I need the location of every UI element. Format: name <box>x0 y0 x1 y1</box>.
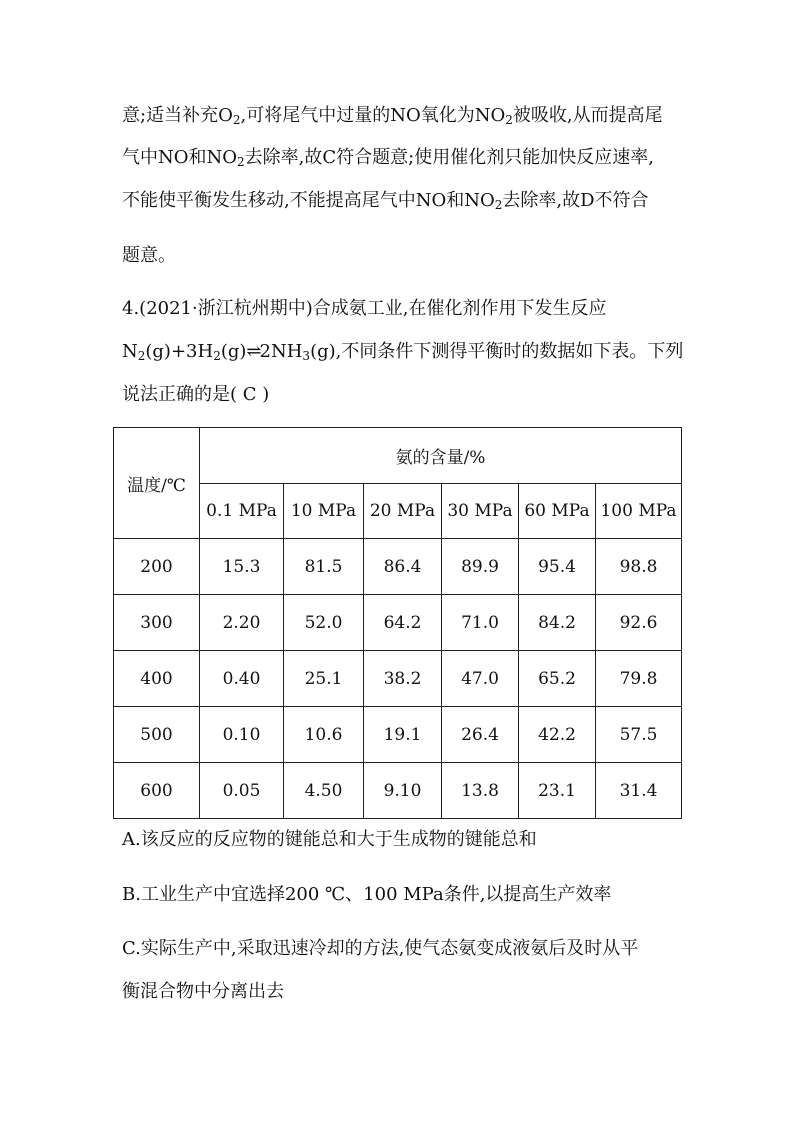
question-line-3: 说法正确的是( C ) <box>122 384 270 405</box>
pressure-header-cell: 10 MPa <box>284 484 364 539</box>
pressure-header-cell: 100 MPa <box>596 484 682 539</box>
value-cell: 92.6 <box>596 595 682 651</box>
value-cell: 31.4 <box>596 763 682 819</box>
value-cell: 84.2 <box>519 595 596 651</box>
explanation-line-1 <box>122 104 682 128</box>
value-cell: 9.10 <box>364 763 442 819</box>
value-cell: 47.0 <box>442 651 519 707</box>
option-c-line-1: C.实际生产中,采取迅速冷却的方法,使气态氨变成液氨后及时从平 <box>122 938 639 959</box>
value-cell: 98.8 <box>596 539 682 595</box>
subscript: 2 <box>213 349 221 363</box>
value-cell: 65.2 <box>519 651 596 707</box>
value-cell: 0.05 <box>200 763 284 819</box>
text-span: 2NH <box>259 341 303 362</box>
value-cell: 15.3 <box>200 539 284 595</box>
temperature-cell: 300 <box>114 595 200 651</box>
temperature-header: 温度/℃ <box>114 428 200 539</box>
text-span: 不能使平衡发生移动,不能提高尾气中NO和NO <box>122 190 495 211</box>
subscript: 2 <box>232 113 241 127</box>
subscript: 2 <box>505 113 513 127</box>
ammonia-content-table <box>113 427 682 819</box>
text-span: 去除率,故C符合题意;使用催化剂只能加快反应速率, <box>244 147 654 168</box>
temperature-cell: 400 <box>114 651 200 707</box>
value-cell: 42.2 <box>519 707 596 763</box>
equilibrium-arrow: ⇌ <box>246 341 260 362</box>
explanation-line-4: 题意。 <box>122 245 176 266</box>
subscript: 2 <box>237 155 245 169</box>
text-span: 气中NO和NO <box>122 147 238 168</box>
table-row <box>114 763 682 819</box>
pressure-header-row <box>114 484 682 539</box>
text-span: (g) <box>220 341 247 362</box>
value-cell: 23.1 <box>519 763 596 819</box>
value-cell: 25.1 <box>284 651 364 707</box>
table-row <box>114 539 682 595</box>
value-cell: 38.2 <box>364 651 442 707</box>
subscript: 2 <box>494 198 503 212</box>
text-span: ,可将尾气中过量的NO氧化为NO <box>240 105 506 126</box>
value-cell: 71.0 <box>442 595 519 651</box>
value-cell: 2.20 <box>200 595 284 651</box>
option-c-line-2: 衡混合物中分离出去 <box>122 981 284 1002</box>
table-row <box>114 595 682 651</box>
value-cell: 64.2 <box>364 595 442 651</box>
value-cell: 52.0 <box>284 595 364 651</box>
temperature-cell: 200 <box>114 539 200 595</box>
explanation-line-2 <box>122 146 682 170</box>
option-a: A.该反应的反应物的键能总和大于生成物的键能总和 <box>122 829 537 850</box>
temperature-cell: 600 <box>114 763 200 819</box>
text-span: 被吸收,从而提高尾 <box>512 105 663 126</box>
pressure-header-cell: 60 MPa <box>519 484 596 539</box>
text-span: (g)+3H <box>145 341 214 362</box>
subscript: 3 <box>302 349 311 363</box>
text-span: 去除率,故D不符合 <box>502 190 649 211</box>
table-header-row <box>114 428 682 484</box>
table-row <box>114 707 682 763</box>
value-cell: 89.9 <box>442 539 519 595</box>
value-cell: 13.8 <box>442 763 519 819</box>
text-span: (g),不同条件下测得平衡时的数据如下表。下列 <box>310 341 684 362</box>
value-cell: 10.6 <box>284 707 364 763</box>
value-cell: 19.1 <box>364 707 442 763</box>
table-row <box>114 651 682 707</box>
explanation-line-3 <box>122 189 682 213</box>
text-span: N <box>122 341 138 362</box>
text-span: 意;适当补充O <box>122 105 233 126</box>
value-cell: 86.4 <box>364 539 442 595</box>
value-cell: 4.50 <box>284 763 364 819</box>
question-line-2 <box>122 340 682 364</box>
value-cell: 57.5 <box>596 707 682 763</box>
pressure-header-cell: 0.1 MPa <box>200 484 284 539</box>
ammonia-content-header: 氨的含量/% <box>200 428 682 484</box>
question-line-1: 4.(2021·浙江杭州期中)合成氨工业,在催化剂作用下发生反应 <box>122 298 607 319</box>
value-cell: 81.5 <box>284 539 364 595</box>
option-b: B.工业生产中宜选择200 ℃、100 MPa条件,以提高生产效率 <box>122 884 612 905</box>
value-cell: 0.10 <box>200 707 284 763</box>
table-body <box>114 539 682 819</box>
subscript: 2 <box>137 349 146 363</box>
temperature-cell: 500 <box>114 707 200 763</box>
value-cell: 79.8 <box>596 651 682 707</box>
pressure-header-cell: 30 MPa <box>442 484 519 539</box>
value-cell: 0.40 <box>200 651 284 707</box>
value-cell: 95.4 <box>519 539 596 595</box>
pressure-header-cell: 20 MPa <box>364 484 442 539</box>
value-cell: 26.4 <box>442 707 519 763</box>
